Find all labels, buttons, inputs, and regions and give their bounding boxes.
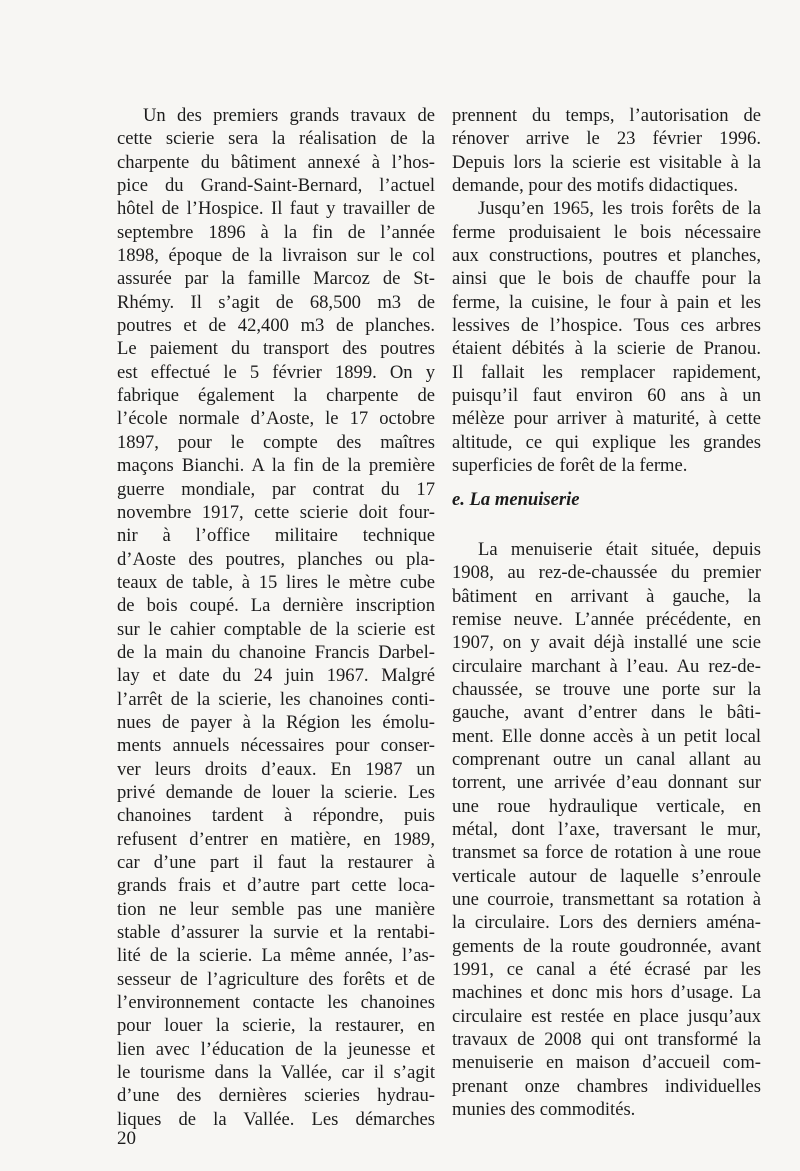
text-line: circulaire est restée en place jusqu’aux bbox=[452, 1005, 761, 1027]
text-line: pour louer la scierie, la restaurer, en bbox=[117, 1015, 435, 1037]
text-line: étaient débités à la scierie de Pranou. bbox=[452, 338, 761, 360]
text-line: teaux de table, à 15 lires le mètre cube bbox=[117, 571, 435, 593]
text-line: 1907, on y avait déjà installé une scie bbox=[452, 632, 761, 654]
text-line: guerre mondiale, par contrat du 17 bbox=[117, 478, 435, 500]
text-line: assurée par la famille Marcoz de St- bbox=[117, 268, 435, 290]
text-line: bâtiment en arrivant à gauche, la bbox=[452, 585, 761, 607]
text-line: ferme, la cuisine, le four à pain et les bbox=[452, 291, 761, 313]
text-line: verticale autour de laquelle s’enroule bbox=[452, 865, 761, 887]
text-line: La menuiserie était située, depuis bbox=[478, 538, 761, 560]
text-line: gauche, avant d’entrer dans le bâti- bbox=[452, 702, 761, 724]
text-line: nir à l’office militaire technique bbox=[117, 525, 435, 547]
text-line: la circulaire. Lors des derniers aména- bbox=[452, 912, 761, 934]
text-line: 1898, époque de la livraison sur le col bbox=[117, 245, 435, 267]
text-line: Rhémy. Il s’agit de 68,500 m3 de bbox=[117, 291, 435, 313]
text-line: comprenant outre un canal allant au bbox=[452, 748, 761, 770]
text-line: Le paiement du transport des poutres bbox=[117, 338, 435, 360]
text-line: sesseur de l’agriculture des forêts et de bbox=[117, 968, 435, 990]
page-number: 20 bbox=[117, 1128, 136, 1149]
text-line: hôtel de l’Hospice. Il faut y travailler de bbox=[117, 198, 435, 220]
text-line: demande, pour des motifs didactiques. bbox=[452, 175, 739, 197]
text-line: septembre 1896 à la fin de l’année bbox=[117, 221, 435, 243]
text-line: grands frais et d’autre part cette loca- bbox=[117, 875, 435, 897]
text-line: d’Aoste des poutres, planches ou pla- bbox=[117, 548, 435, 570]
text-line: menuiserie en maison d’accueil com- bbox=[452, 1052, 761, 1074]
text-line: privé demande de louer la scierie. Les bbox=[117, 781, 435, 803]
text-line: l’environnement contacte les chanoines bbox=[117, 992, 435, 1014]
text-line: lessives de l’hospice. Tous ces arbres bbox=[452, 315, 761, 337]
text-line: nues de payer à la Région les émolu- bbox=[117, 711, 435, 733]
text-line: lité de la scierie. La même année, l’as- bbox=[117, 945, 435, 967]
text-line: stable d’assurer la survie et la rentabi- bbox=[117, 922, 435, 944]
text-line: ment. Elle donne accès à un petit local bbox=[452, 725, 761, 747]
text-line: l’école normale d’Aoste, le 17 octobre bbox=[117, 408, 435, 430]
text-line: mélèze pour arriver à maturité, à cette bbox=[452, 408, 761, 430]
text-line: ferme produisaient le bois nécessaire bbox=[452, 221, 761, 243]
text-line: 1991, ce canal a été écrasé par les bbox=[452, 959, 761, 981]
text-line: une courroie, transmettant sa rotation à bbox=[452, 889, 761, 910]
text-line: ments annuels nécessaires pour conser- bbox=[117, 735, 435, 757]
text-line: Il fallait les remplacer rapidement, bbox=[452, 361, 761, 383]
text-line: chaussée, se trouve une porte sur la bbox=[452, 678, 761, 700]
text-line: aux constructions, poutres et planches, bbox=[452, 245, 761, 267]
text-line: gements de la route goudronnée, avant bbox=[452, 935, 761, 957]
text-line: transmet sa force de rotation à une roue bbox=[452, 842, 761, 864]
text-line: remise neuve. L’année précédente, en bbox=[452, 608, 761, 630]
text-line: Depuis lors la scierie est visitable à la bbox=[452, 151, 761, 173]
text-line: superficies de forêt de la ferme. bbox=[452, 455, 688, 477]
text-line: d’une des dernières scieries hydrau- bbox=[117, 1085, 435, 1107]
text-line: travaux de 2008 qui ont transformé la bbox=[452, 1029, 761, 1051]
text-line: circulaire marchant à l’eau. Au rez-de- bbox=[452, 655, 761, 677]
text-line: munies des commodités. bbox=[452, 1099, 636, 1121]
text-line: 1897, pour le compte des maîtres bbox=[117, 431, 435, 453]
text-line: Jusqu’en 1965, les trois forêts de la bbox=[478, 198, 761, 220]
text-line: prenant onze chambres individuelles bbox=[452, 1075, 761, 1097]
text-line: altitude, ce qui explique les grandes bbox=[452, 431, 761, 453]
text-line: maçons Bianchi. A la fin de la première bbox=[117, 455, 435, 477]
text-line: lay et date du 24 juin 1967. Malgré bbox=[117, 665, 435, 687]
text-line: sur le cahier comptable de la scierie est bbox=[117, 618, 435, 640]
text-line: machines et donc mis hors d’usage. La bbox=[452, 982, 761, 1004]
text-line: 1908, au rez-de-chaussée du premier bbox=[452, 562, 761, 584]
text-line: rénover arrive le 23 février 1996. bbox=[452, 128, 761, 150]
text-line: chanoines tardent à répondre, puis bbox=[117, 805, 435, 827]
text-line: car d’une part il faut la restaurer à bbox=[117, 852, 435, 873]
text-line: de bois coupé. La dernière inscription bbox=[117, 595, 435, 617]
text-line: lien avec l’éducation de la jeunesse et bbox=[117, 1038, 435, 1060]
text-line: fabrique également la charpente de bbox=[117, 385, 435, 407]
text-line: cette scierie sera la réalisation de la bbox=[117, 128, 435, 150]
text-line: tion ne leur semble pas une manière bbox=[117, 898, 435, 920]
text-line: de la main du chanoine Francis Darbel- bbox=[117, 641, 435, 663]
text-line: le tourisme dans la Vallée, car il s’agit bbox=[117, 1062, 435, 1084]
text-line: une roue hydraulique verticale, en bbox=[452, 795, 761, 817]
text-line: torrent, une arrivée d’eau donnant sur bbox=[452, 772, 761, 794]
text-line: refusent d’entrer en matière, en 1989, bbox=[117, 828, 435, 850]
text-line: pice du Grand-Saint-Bernard, l’actuel bbox=[117, 175, 435, 197]
text-line: puisqu’il faut environ 60 ans à un bbox=[452, 385, 761, 407]
text-line: charpente du bâtiment annexé à l’hos- bbox=[117, 151, 435, 173]
text-line: poutres et de 42,400 m3 de planches. bbox=[117, 315, 435, 337]
text-line: est effectué le 5 février 1899. On y bbox=[117, 361, 435, 383]
text-line: l’arrêt de la scierie, les chanoines conti- bbox=[117, 688, 435, 710]
left-column bbox=[117, 104, 435, 1131]
text-line: novembre 1917, cette scierie doit four- bbox=[117, 501, 435, 523]
text-line: ver leurs droits d’eaux. En 1987 un bbox=[117, 758, 435, 780]
text-line: liques de la Vallée. Les démarches bbox=[117, 1108, 435, 1130]
text-line: métal, dont l’axe, traversant le mur, bbox=[452, 818, 761, 840]
section-heading: e. La menuiserie bbox=[452, 488, 580, 510]
text-line: prennent du temps, l’autorisation de bbox=[452, 105, 761, 126]
text-line: Un des premiers grands travaux de bbox=[143, 105, 435, 126]
text-line: ainsi que le bois de chauffe pour la bbox=[452, 268, 761, 290]
right-column bbox=[452, 104, 761, 1121]
